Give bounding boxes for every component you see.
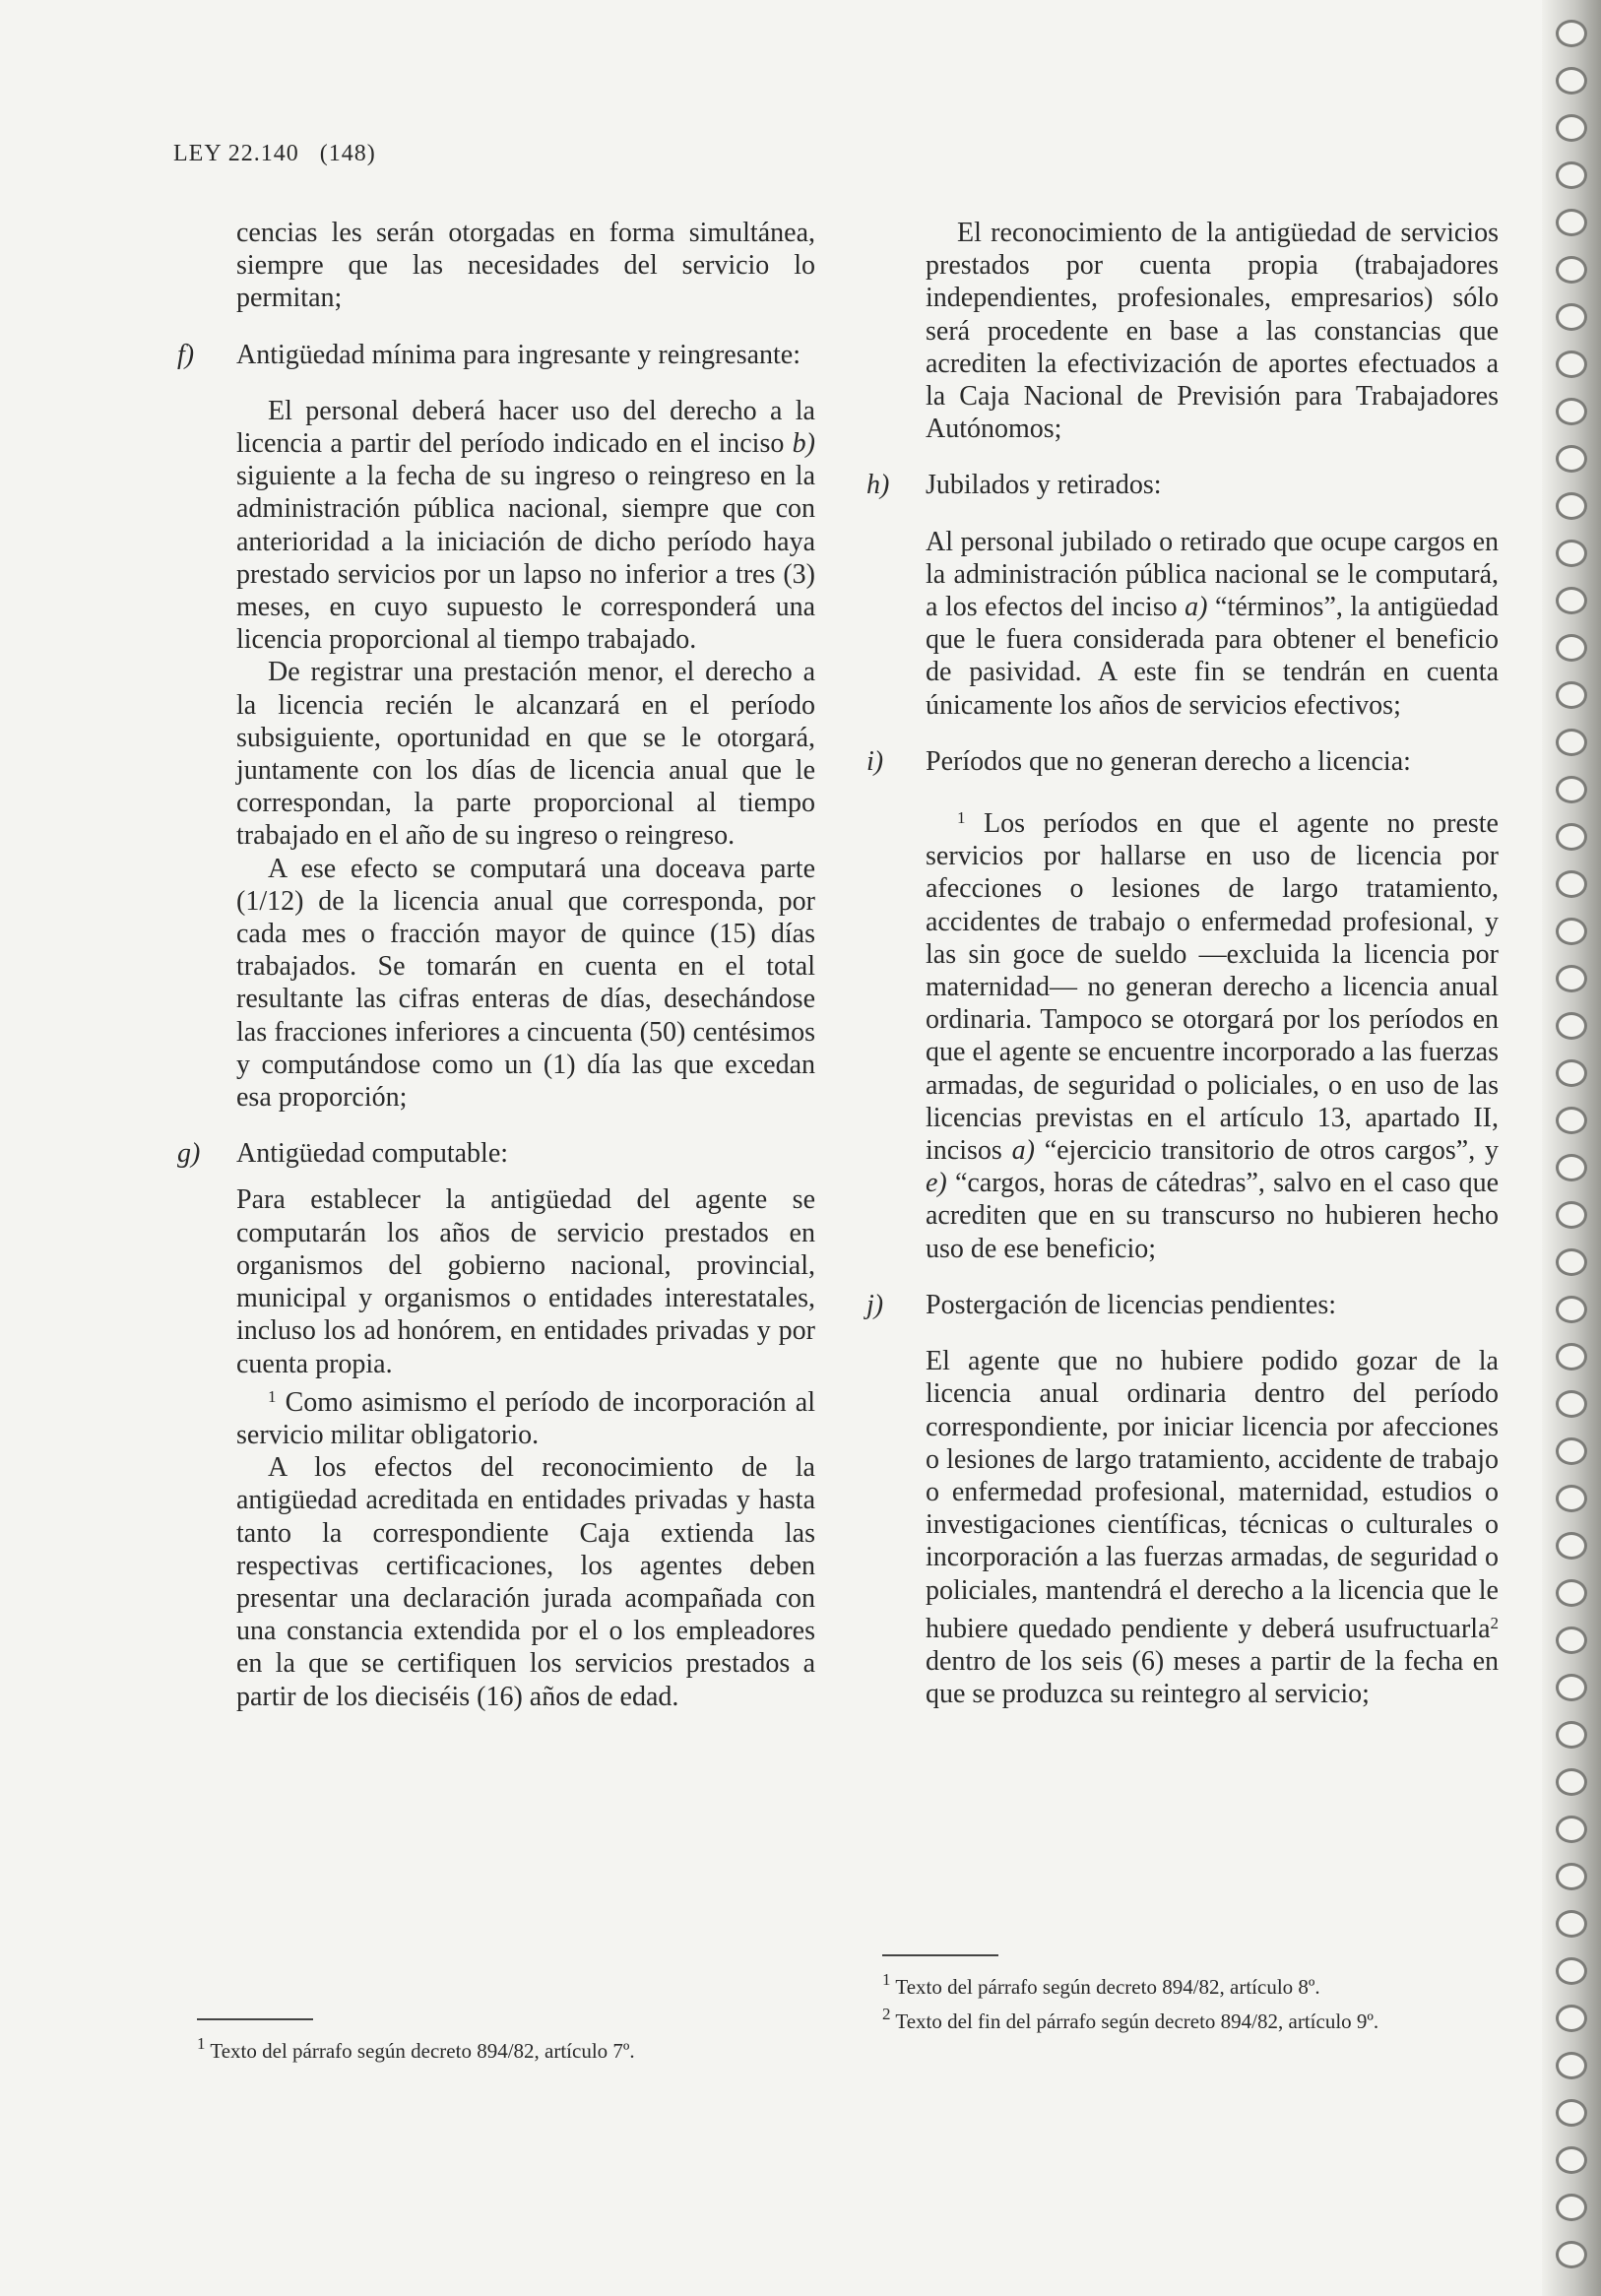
- footnote-ref: 1: [957, 808, 966, 828]
- continued-paragraph: cencias les serán otorgadas en forma simultánea, siempre que las necesidades del servicio lo permitan;: [236, 218, 815, 314]
- binding-ring: [1556, 870, 1587, 898]
- binding-ring: [1556, 1154, 1587, 1181]
- item-title: Antigüedad computable:: [236, 1138, 509, 1170]
- item-label: h): [866, 470, 890, 501]
- binding-ring: [1556, 2099, 1587, 2127]
- binding-ring: [1556, 634, 1587, 662]
- binding-ring: [1556, 1626, 1587, 1654]
- item-title: Postergación de licencias pendientes:: [926, 1289, 1337, 1320]
- item-title: Períodos que no generan derecho a licencia:: [926, 745, 1411, 777]
- footnote: $^2$ Texto del fin del párrafo según decreto 894/82, artículo 9º.: [882, 2005, 1379, 2033]
- item-label: f): [177, 339, 195, 370]
- binding-ring: [1556, 492, 1587, 520]
- item-title: Jubilados y retirados:: [926, 470, 1162, 501]
- binding-ring: [1556, 1768, 1587, 1796]
- footnote-separator: [882, 1954, 998, 1956]
- paragraph: $^1$ Los períodos en que el agente no preste servicios por hallarse en uso de licencia por afecciones o lesiones de largo tratamiento, accidentes de trabajo o enfermedad profesional, y las sin goce de sueldo —excluida la licencia por maternidad— no generan derecho a licencia anual ordinaria. Tampoco se otorgará por los períodos en que el agente se encuentre incorporado a las fuerzas armadas, de seguridad o policiales, o en uso de las licencias previstas en el artículo 13, apartado II, incisos a) “ejercicio transitorio de otros cargos”, y e) “cargos, horas de cátedras”, salvo en el caso que acrediten que en su transcurso no hubieren hecho uso de ese beneficio;: [926, 808, 1499, 1264]
- binding-ring: [1556, 1532, 1587, 1560]
- item-g: [177, 1137, 815, 1712]
- binding-ring: [1556, 965, 1587, 992]
- paragraph: El personal deberá hacer uso del derecho a la licencia a partir del período indicado en el inciso b) siguiente a la fecha de su ingreso o reingreso en la administración pública nacional, siempre que con anterioridad a la iniciación de dicho período haya prestado servicios por un lapso no inferior a tres (3) meses, en cuyo supuesto le corresponderá una licencia proporcional al tiempo trabajado.: [236, 395, 815, 656]
- footnote-ref: 2: [1490, 1613, 1499, 1632]
- binding-ring: [1556, 1012, 1587, 1040]
- binding-ring: [1556, 67, 1587, 95]
- paragraph: El agente que no hubiere podido gozar de la licencia anual ordinaria dentro del período correspondiente, por iniciar licencia por afecciones o lesiones de largo tratamiento, accidente de trabajo o enfermedad profesional, maternidad, estudios o investigaciones científicas, técnicas o culturales o incorporación a las fuerzas armadas, de seguridad o policiales, mantendrá el derecho a la licencia que le hubiere quedado pendiente y deberá usufructuarla$^2$ dentro de los seis (6) meses a partir de la fecha en que se produzca su reintegro al servicio;: [926, 1346, 1499, 1710]
- binding-ring: [1556, 2052, 1587, 2079]
- footnote-ref: 1: [268, 1386, 277, 1406]
- footnote: $^1$ Texto del párrafo según decreto 894/82, artículo 7º.: [197, 2034, 635, 2063]
- item-i: [866, 745, 1499, 1265]
- left-column: [177, 217, 815, 1713]
- footnotes-right: [882, 1954, 1503, 2035]
- binding-ring: [1556, 1437, 1587, 1465]
- spiral-binding: [1542, 0, 1601, 2296]
- binding-ring: [1556, 445, 1587, 473]
- item-h: [866, 469, 1500, 721]
- binding-ring: [1556, 1390, 1587, 1418]
- paragraph: A ese efecto se computará una doceava parte (1/12) de la licencia anual que corresponda, por cada mes o fracción mayor de quince (15) días trabajados. Se tomarán en cuenta en el total resultante las cifras enteras de días, desechándose las fracciones inferiores a cincuenta (50) centésimos y computándose como un (1) día las que excedan esa proporción;: [236, 853, 815, 1114]
- binding-ring: [1556, 303, 1587, 331]
- item-label: g): [177, 1138, 201, 1170]
- footnote-separator: [197, 2018, 313, 2020]
- binding-ring: [1556, 1721, 1587, 1749]
- binding-ring: [1556, 2146, 1587, 2174]
- paragraph: A los efectos del reconocimiento de la antigüedad acreditada en entidades privadas y hasta tanto la correspondiente Caja extienda las respectivas certificaciones, los agentes deben presentar una declaración jurada acompañada con una constancia extendida por el o los empleadores en la que se certifiquen los servicios prestados a partir de los dieciséis (16) años de edad.: [236, 1452, 815, 1712]
- binding-ring: [1556, 587, 1587, 614]
- binding-ring: [1556, 681, 1587, 709]
- binding-ring: [1556, 2194, 1587, 2221]
- binding-ring: [1556, 114, 1587, 142]
- binding-ring: [1556, 540, 1587, 567]
- binding-ring: [1556, 209, 1587, 236]
- binding-ring: [1556, 2005, 1587, 2032]
- binding-ring: [1556, 1296, 1587, 1323]
- continued-paragraph: El reconocimiento de la antigüedad de servicios prestados por cuenta propia (trabajadores independientes, profesionales, empresarios) sólo será procedente en base a las constancias que acrediten la efectivización de aportes efectuados a la Caja Nacional de Previsión para Trabajadores Autónomos;: [926, 218, 1499, 445]
- binding-ring: [1556, 1107, 1587, 1134]
- binding-ring: [1556, 1816, 1587, 1843]
- binding-ring: [1556, 20, 1587, 47]
- paragraph: De registrar una prestación menor, el derecho a la licencia recién le alcanzará en el período subsiguiente, oportunidad en que se le otorgará, juntamente con los días de licencia anual que le correspondan, la parte proporcional al tiempo trabajado en el año de su ingreso o reingreso.: [236, 657, 815, 852]
- binding-ring: [1556, 1248, 1587, 1276]
- binding-ring: [1556, 256, 1587, 284]
- binding-ring: [1556, 918, 1587, 945]
- paragraph: Para establecer la antigüedad del agente se computarán los años de servicio prestados en organismos del gobierno nacional, provincial, municipal y organismos o entidades interestatales, incluso los ad honórem, en entidades privadas y por cuenta propia.: [236, 1184, 815, 1379]
- footnote: $^1$ Texto del párrafo según decreto 894/82, artículo 8º.: [882, 1970, 1320, 1999]
- right-column: [866, 217, 1500, 1710]
- paragraph: $^1$ Como asimismo el período de incorporación al servicio militar obligatorio.: [236, 1386, 815, 1450]
- binding-ring: [1556, 2241, 1587, 2268]
- binding-ring: [1556, 1343, 1587, 1371]
- binding-ring: [1556, 1674, 1587, 1701]
- binding-ring: [1556, 1579, 1587, 1607]
- binding-ring: [1556, 776, 1587, 803]
- item-label: i): [866, 745, 884, 777]
- law-number: LEY 22.140: [173, 141, 299, 166]
- inciso-ref: b): [792, 428, 815, 460]
- item-f: [177, 339, 815, 1115]
- binding-ring: [1556, 1957, 1587, 1985]
- item-title: Antigüedad mínima para ingresante y reingresante:: [236, 339, 801, 370]
- binding-ring: [1556, 729, 1587, 756]
- paragraph: Al personal jubilado o retirado que ocupe cargos en la administración pública nacional se le computará, a los efectos del inciso a) “términos”, la antigüedad que le fuera considerada para obtener el beneficio de pasividad. A este fin se tendrán en cuenta únicamente los años de servicios efectivos;: [926, 526, 1500, 721]
- binding-ring: [1556, 1059, 1587, 1087]
- item-j: [866, 1289, 1499, 1710]
- binding-ring: [1556, 823, 1587, 851]
- binding-ring: [1556, 351, 1587, 378]
- binding-ring: [1556, 1910, 1587, 1938]
- binding-ring: [1556, 398, 1587, 425]
- footnotes-left: [197, 2018, 827, 2065]
- binding-ring: [1556, 161, 1587, 189]
- binding-ring: [1556, 1863, 1587, 1890]
- binding-ring: [1556, 1201, 1587, 1229]
- page-number: (148): [319, 141, 376, 166]
- inciso-ref: a): [1185, 592, 1208, 623]
- item-label: j): [866, 1289, 884, 1320]
- binding-ring: [1556, 1485, 1587, 1512]
- running-header: [173, 141, 376, 167]
